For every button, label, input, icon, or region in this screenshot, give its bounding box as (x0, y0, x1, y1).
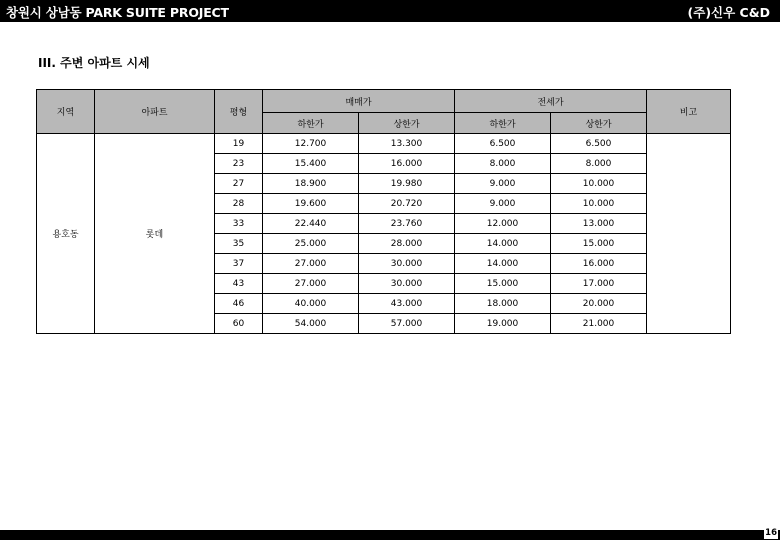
jeonse-high-cell: 13.000 (551, 214, 647, 234)
pyeong-cell: 37 (215, 254, 263, 274)
pyeong-cell: 23 (215, 154, 263, 174)
sale-high-cell: 57.000 (359, 314, 455, 334)
pyeong-cell: 46 (215, 294, 263, 314)
sale-low-cell: 12.700 (263, 134, 359, 154)
footer-bar (0, 530, 780, 540)
jeonse-low-cell: 14.000 (455, 234, 551, 254)
header-pyeong: 평형 (215, 90, 263, 134)
sale-high-cell: 43.000 (359, 294, 455, 314)
jeonse-high-cell: 10.000 (551, 174, 647, 194)
jeonse-low-cell: 15.000 (455, 274, 551, 294)
sale-high-cell: 30.000 (359, 274, 455, 294)
sale-high-cell: 28.000 (359, 234, 455, 254)
jeonse-high-cell: 15.000 (551, 234, 647, 254)
sale-high-cell: 16.000 (359, 154, 455, 174)
region-cell: 용호동 (37, 134, 95, 334)
sale-low-cell: 18.900 (263, 174, 359, 194)
header-sale: 매매가 (263, 90, 455, 113)
section-title: III. 주변 아파트 시세 (38, 56, 150, 70)
jeonse-high-cell: 21.000 (551, 314, 647, 334)
jeonse-high-cell: 16.000 (551, 254, 647, 274)
pyeong-cell: 19 (215, 134, 263, 154)
company-name: (주)신우 C&D (687, 5, 770, 20)
jeonse-low-cell: 6.500 (455, 134, 551, 154)
pyeong-cell: 35 (215, 234, 263, 254)
sale-low-cell: 15.400 (263, 154, 359, 174)
sale-high-cell: 13.300 (359, 134, 455, 154)
apartment-cell: 롯데 (95, 134, 215, 334)
sale-high-cell: 23.760 (359, 214, 455, 234)
jeonse-high-cell: 10.000 (551, 194, 647, 214)
jeonse-high-cell: 20.000 (551, 294, 647, 314)
table-row (37, 134, 731, 154)
note-cell (647, 134, 731, 334)
header-jeonse: 전세가 (455, 90, 647, 113)
jeonse-high-cell: 17.000 (551, 274, 647, 294)
sale-low-cell: 54.000 (263, 314, 359, 334)
pyeong-cell: 27 (215, 174, 263, 194)
pyeong-cell: 33 (215, 214, 263, 234)
header-apartment: 아파트 (95, 90, 215, 134)
jeonse-low-cell: 14.000 (455, 254, 551, 274)
header-note: 비고 (647, 90, 731, 134)
jeonse-low-cell: 9.000 (455, 174, 551, 194)
sale-low-cell: 25.000 (263, 234, 359, 254)
pyeong-cell: 43 (215, 274, 263, 294)
pyeong-cell: 60 (215, 314, 263, 334)
page-number: 16 (765, 528, 777, 538)
pyeong-cell: 28 (215, 194, 263, 214)
project-title: 창원시 상남동 PARK SUITE PROJECT (6, 5, 229, 20)
header-region: 지역 (37, 90, 95, 134)
sale-high-cell: 20.720 (359, 194, 455, 214)
sale-low-cell: 22.440 (263, 214, 359, 234)
jeonse-low-cell: 9.000 (455, 194, 551, 214)
sale-low-cell: 27.000 (263, 274, 359, 294)
sale-high-cell: 30.000 (359, 254, 455, 274)
sale-low-cell: 40.000 (263, 294, 359, 314)
header-sale-high: 상한가 (359, 113, 455, 134)
header-jeonse-low: 하한가 (455, 113, 551, 134)
jeonse-high-cell: 6.500 (551, 134, 647, 154)
price-table (36, 89, 731, 334)
jeonse-low-cell: 19.000 (455, 314, 551, 334)
sale-high-cell: 19.980 (359, 174, 455, 194)
header-sale-low: 하한가 (263, 113, 359, 134)
sale-low-cell: 19.600 (263, 194, 359, 214)
header-jeonse-high: 상한가 (551, 113, 647, 134)
jeonse-low-cell: 8.000 (455, 154, 551, 174)
jeonse-low-cell: 12.000 (455, 214, 551, 234)
jeonse-high-cell: 8.000 (551, 154, 647, 174)
jeonse-low-cell: 18.000 (455, 294, 551, 314)
header-bar (0, 0, 780, 22)
sale-low-cell: 27.000 (263, 254, 359, 274)
